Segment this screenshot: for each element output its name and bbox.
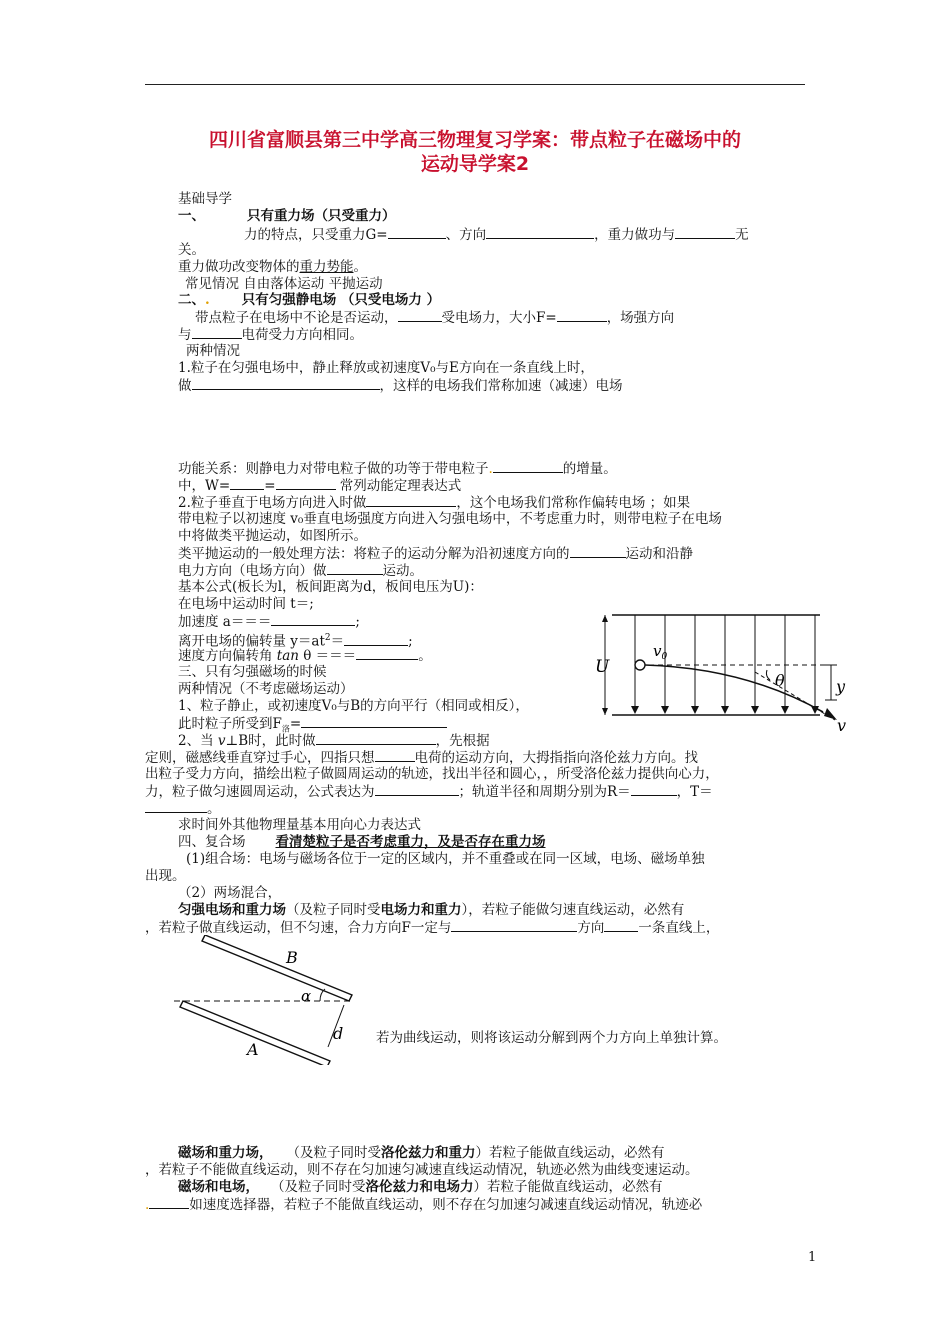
text-line: 力，粒子做匀速圆周运动，公式表达为 ；轨道半径和周期分别为R＝ ，T＝ xyxy=(145,784,713,800)
text-line: 求时间外其他物理量基本用向心力表达式 xyxy=(178,817,421,833)
section2-heading: 二、. 只有匀强静电场 （只受电场力 ） xyxy=(178,292,441,308)
text-line: 离开电场的偏转量 $y=at^2=$ ; xyxy=(178,633,413,650)
text-line: 类平抛运动的一般处理方法：将粒子的运动分解为沿初速度方向的 运动和沿静 xyxy=(178,546,693,562)
text-line: . 如速度选择器，若粒子不能做直线运动，则不存在匀加速匀减速直线运动情况，轨迹必 xyxy=(145,1197,703,1213)
label-B: B xyxy=(286,948,298,967)
text-line: 1、粒子静止，或初速度V₀与B的方向平行（相同或相反）， xyxy=(178,698,529,714)
section3-heading: 三、只有匀强磁场的时候 xyxy=(178,664,327,680)
text-line: 在电场中运动时间 t＝; xyxy=(178,596,314,612)
page-number: 1 xyxy=(808,1250,817,1265)
text-line: ，若粒子做直线运动，但不匀速，合力方向F一定与 方向 一条直线上， xyxy=(145,920,720,936)
header-rule xyxy=(145,84,805,85)
text-line: 2.粒子垂直于电场方向进入时做 ，这个电场我们常称作偏转电场 ；如果 xyxy=(178,495,691,511)
text-line: 磁场和电场， （及粒子同时受洛伦兹力和电场力）若粒子能做直线运动，必然有 xyxy=(178,1179,663,1195)
label-v: v xyxy=(837,716,847,735)
text-line: 功能关系：则静电力对带电粒子做的功等于带电粒子. 的增量。 xyxy=(178,461,617,477)
text-line: 中，W= = 常列动能定理表达式 xyxy=(178,478,462,494)
figure-tilted-plates xyxy=(170,935,360,1065)
text-line: 1.粒子在匀强电场中，静止释放或初速度V₀与E方向在一条直线上时， xyxy=(178,360,594,376)
text-line: 若为曲线运动，则将该运动分解到两个力方向上单独计算。 xyxy=(376,1030,727,1046)
label-theta: θ xyxy=(775,671,785,690)
text-line: 做 ，这样的电场我们常称加速（减速）电场 xyxy=(178,378,623,394)
text-line: 两种情况（不考虑磁场运动） xyxy=(178,681,354,697)
text-line: 速度方向偏转角 tan θ ＝＝＝ 。 xyxy=(178,648,432,664)
text-line: 与 电荷受力方向相同。 xyxy=(178,327,363,343)
label-U: U xyxy=(595,657,610,677)
label-alpha: α xyxy=(301,987,312,1005)
text-line: 出粒子受力方向，描绘出粒子做圆周运动的轨迹，找出半径和圆心，，所受洛伦兹力提供向心力， xyxy=(145,766,719,782)
label-y: y xyxy=(836,677,846,696)
text-line: (1)组合场：电场与磁场各位于一定的区域内，并不重叠或在同一区域，电场、磁场单独 xyxy=(186,851,705,867)
text-line: 关。 xyxy=(178,242,205,258)
text-line: 出现。 xyxy=(145,868,186,884)
section-label: 基础导学 xyxy=(178,191,232,207)
label-v0: $v_0$ xyxy=(653,642,668,662)
figure-deflection-field xyxy=(595,600,860,735)
label-A: A xyxy=(247,1040,259,1059)
text-line: 两种情况 xyxy=(186,343,240,359)
text-line: 电力方向（电场方向）做 运动。 xyxy=(178,563,423,579)
text-line: 中将做类平抛运动，如图所示。 xyxy=(178,528,367,544)
text-line: 常见情况 自由落体运动 平抛运动 xyxy=(185,276,383,292)
label-d: d xyxy=(333,1024,344,1043)
text-line: 重力做功改变物体的重力势能。 xyxy=(178,259,367,275)
text-line: 定则，磁感线垂直穿过手心，四指只想 电荷的运动方向，大拇指指向洛伦兹力方向。找 xyxy=(145,750,698,766)
text-line: 。 xyxy=(145,800,221,818)
text-line: 基本公式(板长为l，板间距离为d，板间电压为U)： xyxy=(178,579,483,595)
text-line: 带电粒子以初速度 v₀垂直电场强度方向进入匀强电场中，不考虑重力时，则带电粒子在电场 xyxy=(178,511,722,527)
text-line: ，若粒子不能做直线运动，则不存在匀加速匀减速直线运动情况，轨迹必然为曲线变速运动。 xyxy=(145,1162,699,1178)
text-line: 2、当 v⊥B时，此时做 ，先根据 xyxy=(178,733,490,749)
section4-heading: 四、复合场 看清楚粒子是否考虑重力，及是否存在重力场 xyxy=(178,834,546,850)
text-line: 力的特点，只受重力G= 、方向 ，重力做功与 无 xyxy=(244,227,749,243)
text-line: 匀强电场和重力场（及粒子同时受电场力和重力），若粒子能做匀速直线运动，必然有 xyxy=(178,902,685,918)
text-line: （2）两场混合， xyxy=(178,885,282,901)
section1-heading: 一、 只有重力场（只受重力） xyxy=(178,208,396,224)
text-line: 此时粒子所受到$F_洛=$ xyxy=(178,715,447,738)
doc-title-line1: 四川省富顺县第三中学高三物理复习学案：带点粒子在磁场中的 xyxy=(208,129,741,151)
text-line: 磁场和重力场， （及粒子同时受洛伦兹力和重力）若粒子能做直线运动，必然有 xyxy=(178,1145,665,1161)
text-line: 加速度 a＝＝＝ ; xyxy=(178,614,360,630)
text-line: 带点粒子在电场中不论是否运动， 受电场力，大小F= ，场强方向 xyxy=(195,310,675,326)
doc-title-line2: 运动导学案2 xyxy=(420,153,530,175)
